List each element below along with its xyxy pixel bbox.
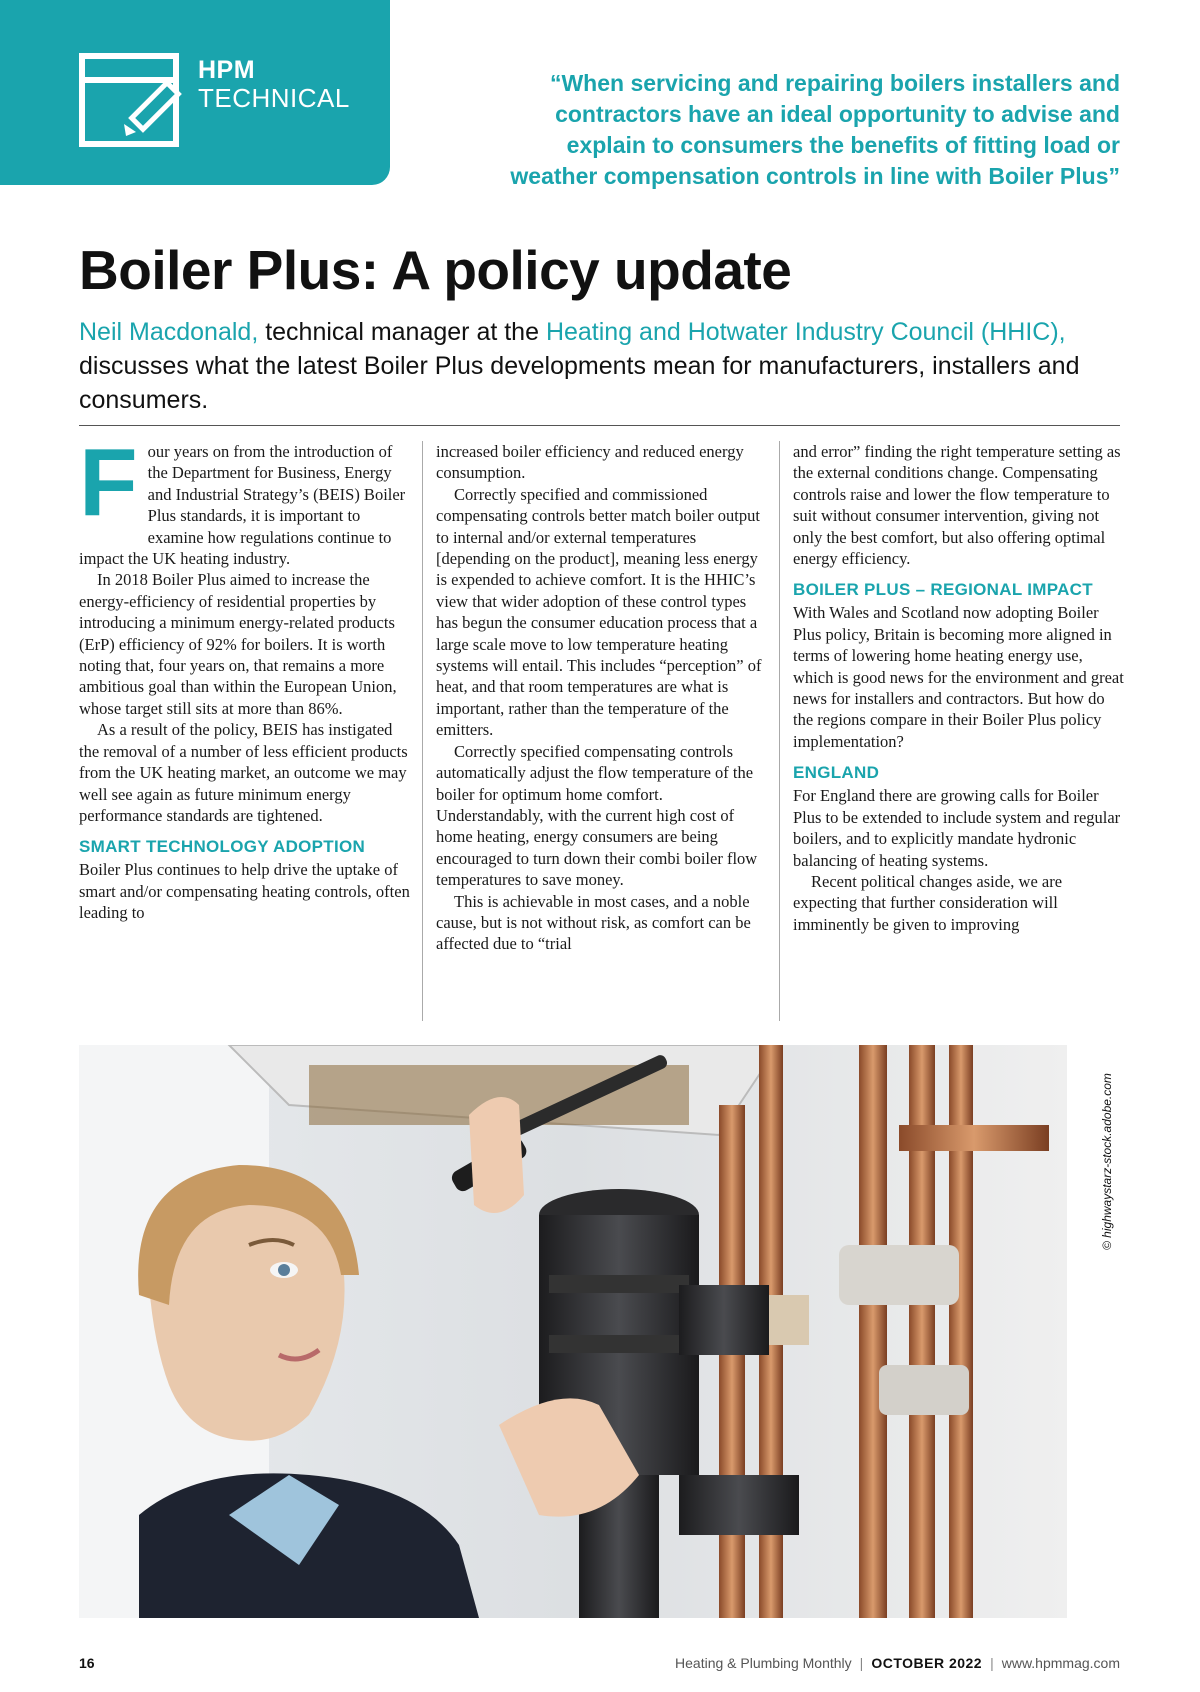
article-photo — [79, 1045, 1067, 1618]
author-name: Neil Macdonald, — [79, 318, 259, 346]
section-label-line1: HPM — [198, 56, 256, 84]
photo-credit: © highwaystarz-stock.adobe.com — [1100, 1073, 1114, 1250]
organisation-name: Heating and Hotwater Industry Council (HHIC), — [545, 318, 1066, 346]
standfirst — [79, 315, 1119, 417]
column-divider — [779, 441, 780, 1021]
subheading: SMART TECHNOLOGY ADOPTION — [79, 837, 366, 857]
drop-cap: F — [79, 441, 138, 536]
author-role: technical manager at the — [258, 318, 546, 346]
header-rule — [79, 425, 1120, 426]
paragraph: Boiler Plus continues to help drive the uptake of smart and/or compensating heating controls, often leading to — [79, 860, 410, 923]
article-column-2 — [436, 441, 767, 1021]
paragraph: increased boiler efficiency and reduced energy consumption. — [436, 442, 744, 483]
paragraph: Correctly specified and commissioned compensating controls better match boiler output to internal and/or external temperatures [depending on the product], meaning less energy is expended to achieve comfort. It is the HHIC’s view that wider adoption of these control types has begun the consumer education process that a large scale move to low temperature heating systems will entail. This includes “perception” of heat, and that room temperatures are what is important, rather than the temperature of the emitters. — [436, 484, 762, 740]
page-footer — [79, 1655, 1120, 1675]
pull-quote: “When servicing and repairing boilers installers and contractors have an ideal opportunity to advise and explain to consumers the benefits of fitting load or weather compensation controls in line with Boiler Plus” — [510, 70, 1120, 189]
paragraph: Correctly specified compensating controls automatically adjust the flow temperature of the boiler for optimum home comfort. Understandably, with the current high cost of home heating, energy consumers are being encouraged to turn down their combi boiler flow temperatures to save money. — [436, 741, 758, 890]
standfirst-rest: discusses what the latest Boiler Plus developments mean for manufacturers, installers and consumers. — [79, 352, 1080, 414]
paragraph: As a result of the policy, BEIS has instigated the removal of a number of less efficient products from the UK heating market, an outcome we may well see again as future minimum energy performance standards are tightened. — [79, 720, 408, 825]
section-label — [198, 56, 350, 112]
magazine-name: Heating & Plumbing Monthly — [675, 1655, 852, 1671]
paragraph: For England there are growing calls for Boiler Plus to be extended to include system and regular boilers, and to explicitly mandate hydronic balancing of heating systems. — [793, 786, 1121, 870]
subheading: BOILER PLUS – REGIONAL IMPACT — [793, 580, 1093, 600]
page-number: 16 — [79, 1655, 95, 1671]
paragraph: our years on from the introduction of the Department for Business, Energy and Industrial Strategy’s (BEIS) Boiler Plus standards, it is important to examine how regulations continue to impact the UK heating industry. — [79, 442, 406, 569]
section-label-line2: TECHNICAL — [198, 83, 350, 113]
article-title: Boiler Plus: A policy update — [79, 239, 792, 301]
notepad-pencil-icon — [78, 52, 188, 152]
paragraph: With Wales and Scotland now adopting Boiler Plus policy, Britain is becoming more aligned in terms of lowering home heating energy use, which is good news for the environment and great news for installers and contractors. But how do the regions compare in their Boiler Plus policy implementation? — [793, 603, 1124, 751]
issue-date: OCTOBER 2022 — [871, 1655, 983, 1671]
article-column-3 — [793, 441, 1124, 1021]
paragraph: and error” finding the right temperature setting as the external conditions change. Compensating controls raise and lower the flow temperature to suit without consumer intervention, giving not only the best comfort, but also offering optimal energy efficiency. — [793, 442, 1121, 569]
section-tab — [0, 0, 390, 185]
article-column-1 — [79, 441, 410, 1021]
paragraph: This is achievable in most cases, and a noble cause, but is not without risk, as comfort can be affected due to “trial — [436, 891, 751, 954]
footer-meta: Heating & Plumbing Monthly | OCTOBER 2022 | www.hpmmag.com — [675, 1655, 1120, 1671]
subheading: ENGLAND — [793, 763, 880, 783]
website-link[interactable]: www.hpmmag.com — [1001, 1655, 1120, 1671]
column-divider — [422, 441, 423, 1021]
paragraph: In 2018 Boiler Plus aimed to increase the energy-efficiency of residential properties by introducing a minimum energy-related products (ErP) efficiency of 92% for boilers. It is worth noting that, four years on, that remains a more ambitious goal than within the European Union, whose target still sits at more than 86%. — [79, 570, 397, 718]
paragraph: Recent political changes aside, we are expecting that further consideration will imminently be given to improving — [793, 871, 1063, 934]
